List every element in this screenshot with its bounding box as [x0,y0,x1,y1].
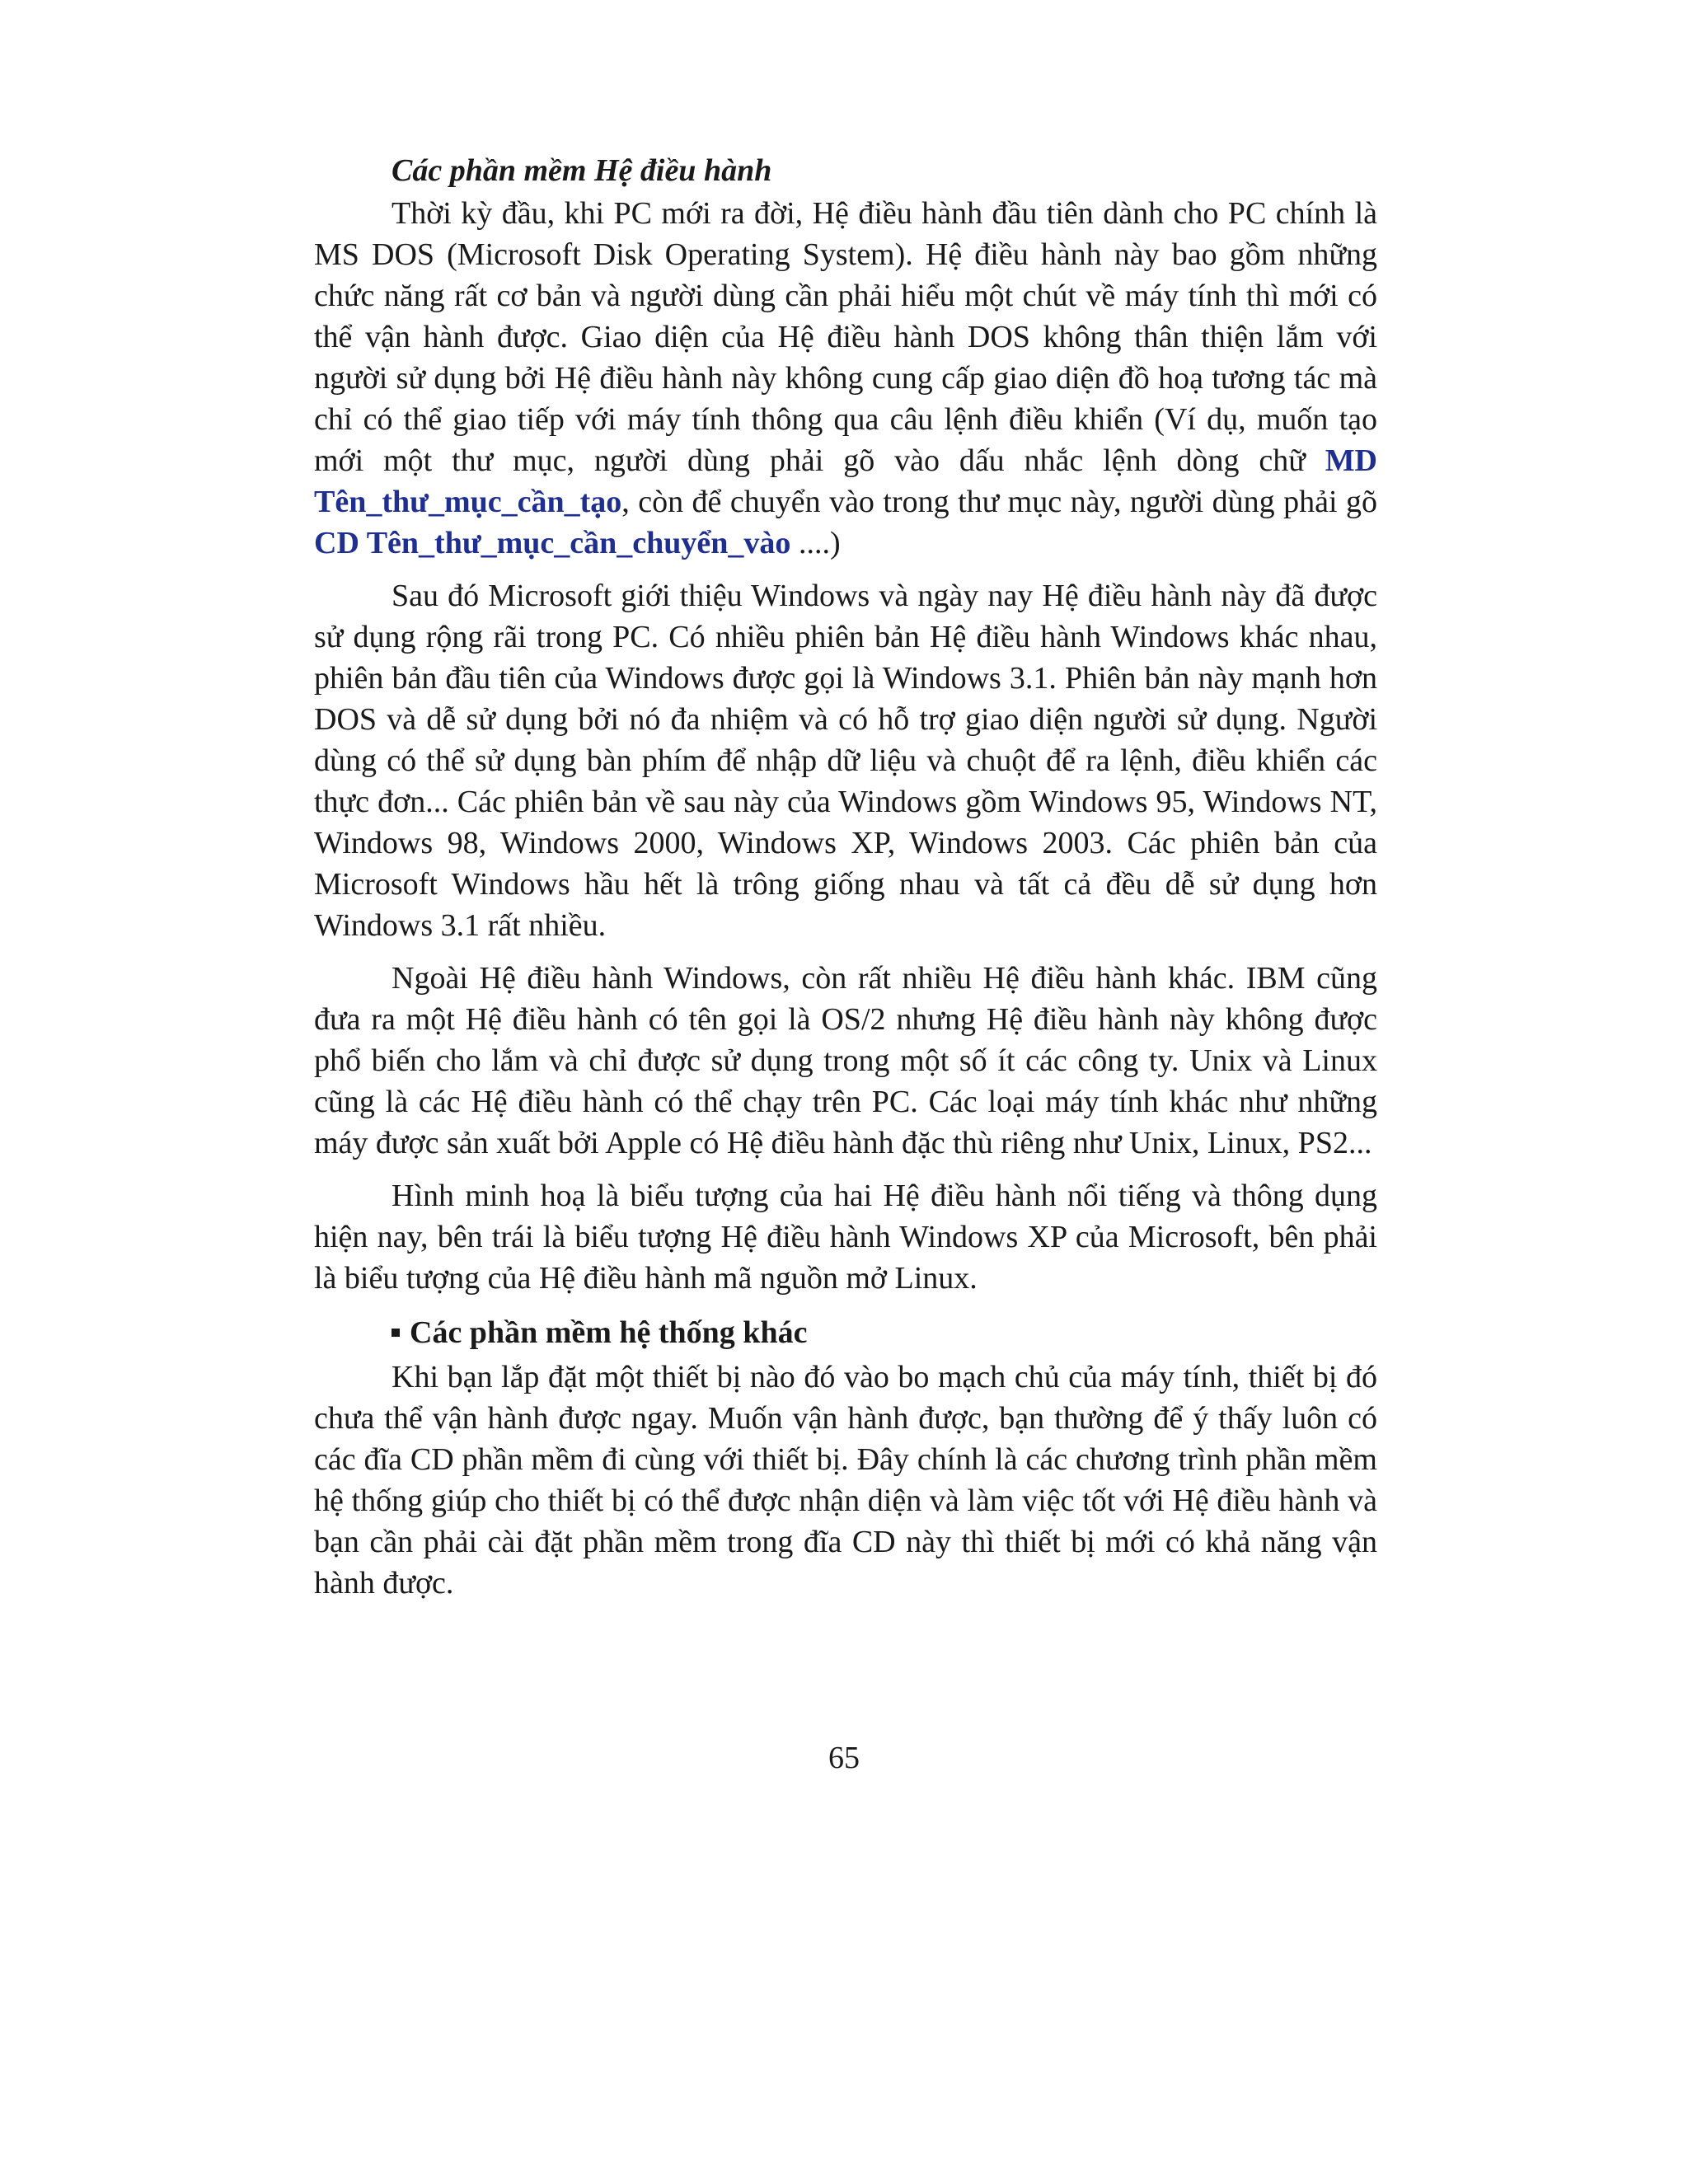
cd-command: CD Tên_thư_mục_cần_chuyển_vào [314,526,791,560]
paragraph-windows: Sau đó Microsoft giới thiệu Windows và ngày nay Hệ điều hành này đã được sử dụng rộng rãi trong PC. Có nhiều phiên bản Hệ điều hành Windows khác nhau, phiên bản đầu tiên của Windows được gọi là Windows 3.1. Phiên bản này mạnh hơn DOS và dễ sử dụng bởi nó đa nhiệm và có hỗ trợ giao diện người sử dụng. Người dùng có thể sử dụng bàn phím để nhập dữ liệu và chuột để ra lệnh, điều khiển các thực đơn... Các phiên bản về sau này của Windows gồm Windows 95, Windows NT, Windows 98, Windows 2000, Windows XP, Windows 2003. Các phiên bản của Microsoft Windows hầu hết là trông giống nhau và tất cả đều dễ sử dụng hơn Windows 3.1 rất nhiều. [314,579,1377,943]
paragraph-other-os: Ngoài Hệ điều hành Windows, còn rất nhiều Hệ điều hành khác. IBM cũng đưa ra một Hệ điều hành có tên gọi là OS/2 nhưng Hệ điều hành này không được phổ biến cho lắm và chỉ được sử dụng trong một số ít các công ty. Unix và Linux cũng là các Hệ điều hành có thể chạy trên PC. Các loại máy tính khác như những máy được sản xuất bởi Apple có Hệ điều hành đặc thù riêng như Unix, Linux, PS2... [314,961,1377,1160]
page-content [314,148,1377,1615]
paragraph-text: Thời kỳ đầu, khi PC mới ra đời, Hệ điều hành đầu tiên dành cho PC chính là MS DOS (Microsoft Disk Operating System). Hệ điều hành này bao gồm những chức năng rất cơ bản và người dùng cần phải hiểu một chút về máy tính thì mới có thể vận hành được. Giao diện của Hệ điều hành DOS không thân thiện lắm với người sử dụng bởi Hệ điều hành này không cung cấp giao diện đồ hoạ tương tác mà chỉ có thể giao tiếp với máy tính thông qua câu lệnh điều khiển (Ví dụ, muốn tạo mới một thư mục, người dùng phải gõ vào dấu nhắc lệnh dòng chữ [314,196,1377,478]
square-bullet-icon [392,1329,400,1337]
section-heading: Các phần mềm Hệ điều hành [392,153,772,188]
paragraph-system-software: Khi bạn lắp đặt một thiết bị nào đó vào bo mạch chủ của máy tính, thiết bị đó chưa thể vận hành được ngay. Muốn vận hành được, bạn thường để ý thấy luôn có các đĩa CD phần mềm đi cùng với thiết bị. Đây chính là các chương trình phần mềm hệ thống giúp cho thiết bị có thể được nhận diện và làm việc tốt với Hệ điều hành và bạn cần phải cài đặt phần mềm trong đĩa CD này thì thiết bị mới có khả năng vận hành được. [314,1360,1377,1601]
paragraph-text: , còn để chuyển vào trong thư mục này, người dùng phải gõ [621,485,1377,519]
md-command: MD Tên_thư_mục_cần_tạo [314,443,1377,519]
page-number: 65 [828,1741,860,1775]
paragraph-illustration: Hình minh hoạ là biểu tượng của hai Hệ điều hành nổi tiếng và thông dụng hiện nay, bên trái là biểu tượng Hệ điều hành Windows XP của Microsoft, bên phải là biểu tượng của Hệ điều hành mã nguồn mở Linux. [314,1179,1377,1296]
subheading-text: Các phần mềm hệ thống khác [410,1315,808,1350]
subheading [392,1310,1377,1355]
paragraph-dos [314,193,1377,564]
paragraph-text: ....) [790,526,841,560]
